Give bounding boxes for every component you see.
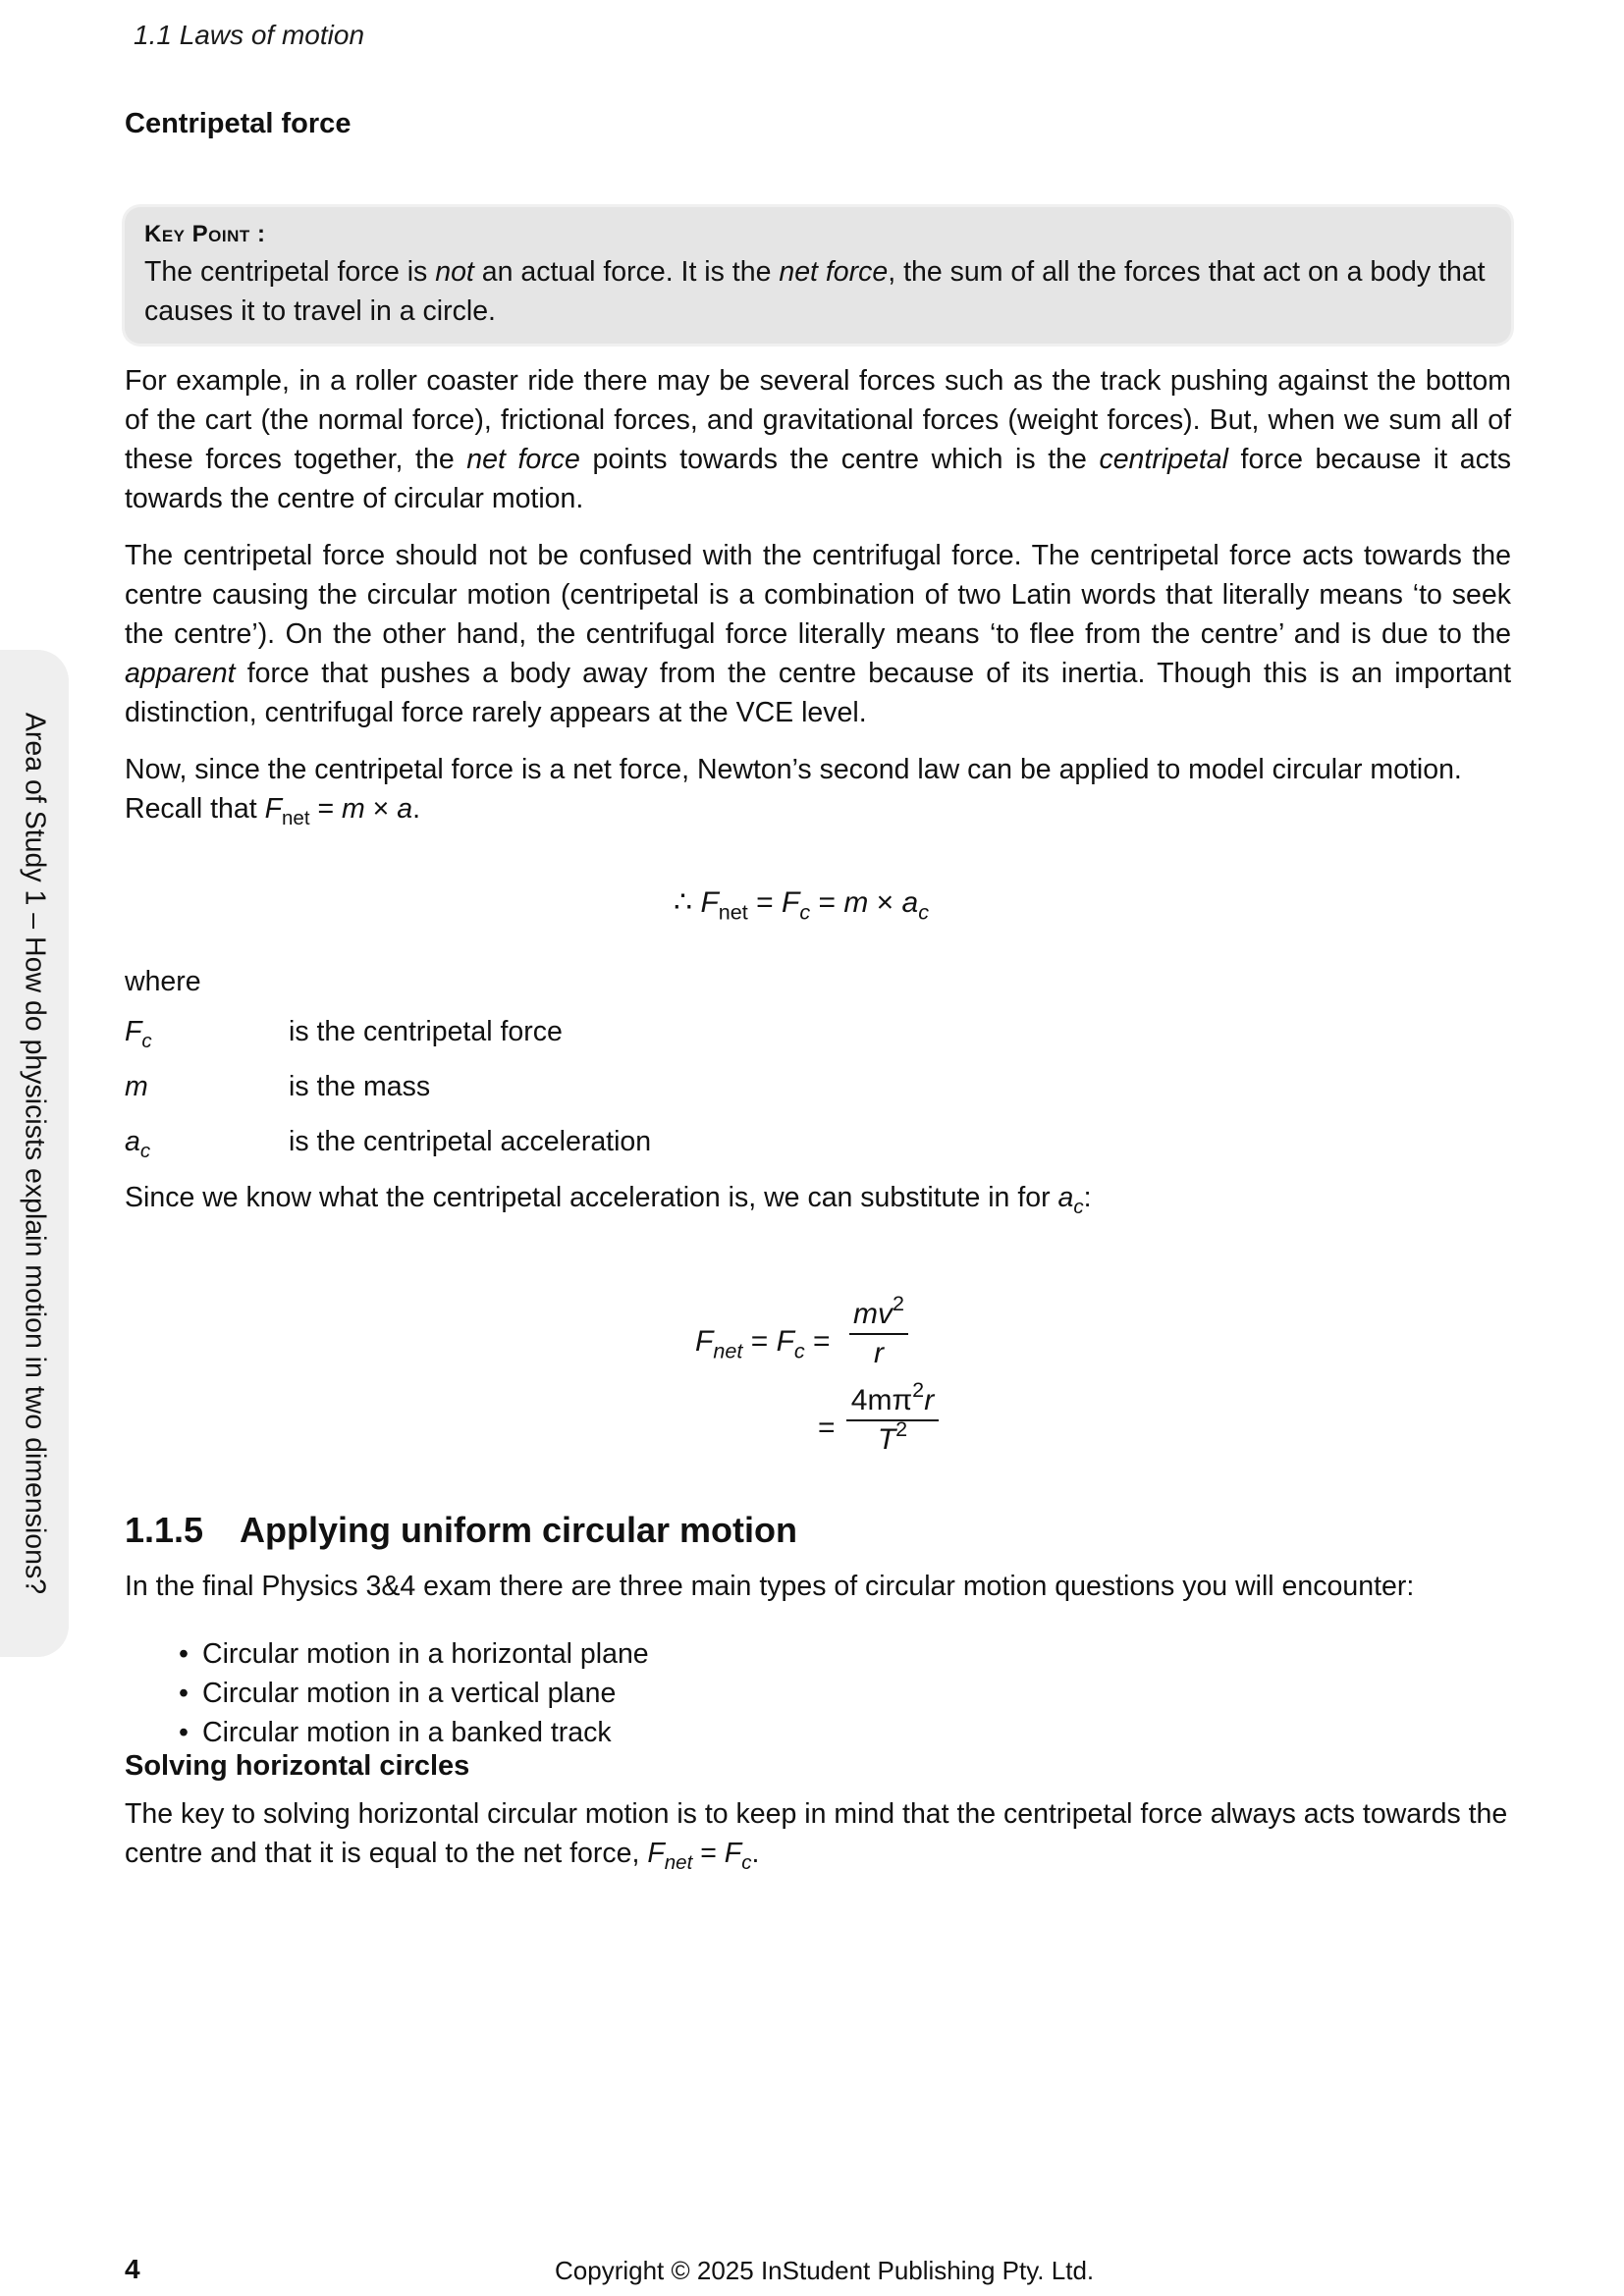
text-run: , the sum of all the forces that act on a body that causes it to travel in a circle. bbox=[144, 256, 1486, 327]
definition-text: is the centripetal acceleration bbox=[289, 1126, 652, 1157]
emphasis: apparent bbox=[125, 658, 236, 689]
page-number: 4 bbox=[125, 2254, 140, 2284]
subscript-c: c bbox=[918, 899, 930, 925]
denominator bbox=[846, 1416, 939, 1457]
subscript: c bbox=[139, 1140, 151, 1163]
text-run: The centripetal force should not be confused with the centrifugal force. The centripetal force acts towards the centre causing the circular motion (centripetal is a combination of two Latin words that literally means ‘to seek the centre’). On the other hand, the centrifugal force literally means ‘to flee from the centre’ and is due to the bbox=[125, 540, 1511, 650]
var-F: F bbox=[782, 886, 800, 919]
var-a: a bbox=[901, 886, 919, 919]
text-run: points towards the centre which is the bbox=[579, 444, 1100, 475]
list-item bbox=[175, 1674, 649, 1713]
where-label: where bbox=[125, 966, 201, 997]
var-F: F bbox=[647, 1838, 665, 1869]
subscript-c: c bbox=[799, 899, 811, 925]
text-run: an actual force. It is the bbox=[473, 256, 780, 288]
paragraph-centrifugal bbox=[125, 536, 1511, 732]
paragraph-newton bbox=[125, 750, 1511, 828]
paragraph-horizontal-key bbox=[125, 1794, 1511, 1873]
var-m: m bbox=[843, 886, 869, 919]
list-item bbox=[175, 1634, 649, 1674]
list-item-text: Circular motion in a banked track bbox=[202, 1717, 612, 1748]
list-item-text: Circular motion in a horizontal plane bbox=[202, 1638, 649, 1670]
subsection-title: Centripetal force bbox=[125, 108, 352, 139]
definition-symbol bbox=[125, 1016, 152, 1053]
var-F: F bbox=[700, 886, 719, 919]
definition-text: is the centripetal force bbox=[289, 1016, 563, 1047]
denominator: r bbox=[874, 1337, 884, 1369]
definition-text: is the mass bbox=[289, 1071, 431, 1102]
list-item-text: Circular motion in a vertical plane bbox=[202, 1678, 617, 1709]
key-point-label: Key Point : bbox=[144, 221, 266, 247]
question-types-list bbox=[175, 1634, 649, 1752]
equation-lhs bbox=[695, 1325, 831, 1363]
emphasis: centripetal bbox=[1099, 444, 1228, 475]
fraction-bar bbox=[846, 1419, 939, 1421]
var-m: m bbox=[342, 793, 365, 825]
num-tail: r bbox=[924, 1384, 935, 1416]
times: × bbox=[868, 886, 902, 919]
var-F: F bbox=[695, 1325, 714, 1358]
var-a: a bbox=[1057, 1182, 1074, 1213]
fraction-bar bbox=[849, 1333, 908, 1335]
var-F: F bbox=[776, 1325, 794, 1358]
numerator bbox=[849, 1291, 908, 1331]
var: a bbox=[125, 1126, 140, 1157]
num-main: 4mπ bbox=[850, 1384, 913, 1416]
exponent: 2 bbox=[895, 1416, 908, 1442]
text-run: × bbox=[364, 793, 398, 825]
emphasis: net force bbox=[466, 444, 580, 475]
var-a: a bbox=[397, 793, 413, 825]
text-run: For example, in a roller coaster ride there may be several forces such as the track pushing against the bottom of the cart (the normal force), frictional forces, and gravitational forces (weight forces). But, when we sum all of these forces together, the bbox=[125, 365, 1511, 475]
side-tab-label: Area of Study 1 – How do physicists explain motion in two dimensions? bbox=[19, 712, 51, 1595]
subheading-horizontal-circles: Solving horizontal circles bbox=[125, 1750, 470, 1782]
emphasis: not bbox=[435, 256, 474, 288]
emphasis: net force bbox=[779, 256, 889, 288]
section-heading bbox=[125, 1510, 797, 1551]
text-run: Since we know what the centripetal acceleration is, we can substitute in for bbox=[125, 1182, 1058, 1213]
equals: = bbox=[804, 1325, 831, 1358]
subscript-c: c bbox=[741, 1851, 752, 1875]
text-run: force because it acts towards the centre of circular motion. bbox=[125, 444, 1511, 514]
equation-net-force bbox=[674, 883, 929, 923]
paragraph-exam-types: In the final Physics 3&4 exam there are three main types of circular motion questions you will encounter: bbox=[125, 1571, 1415, 1602]
text-run: : bbox=[1083, 1182, 1092, 1213]
key-point-text bbox=[144, 252, 1499, 331]
den-main: T bbox=[877, 1423, 896, 1456]
fraction-mv2-over-r bbox=[849, 1291, 908, 1370]
equation-centripetal-force bbox=[687, 1291, 982, 1463]
subscript-net: net bbox=[713, 1338, 743, 1363]
key-point-box bbox=[125, 207, 1511, 344]
var-F: F bbox=[724, 1838, 742, 1869]
bullet-icon: • bbox=[179, 1638, 189, 1670]
num-main: mv bbox=[852, 1298, 893, 1330]
exponent: 2 bbox=[912, 1377, 925, 1403]
text-run: = bbox=[309, 793, 343, 825]
copyright-notice: Copyright © 2025 InStudent Publishing Pty. Ltd. bbox=[555, 2256, 1095, 2285]
text-run: Now, since the centripetal force is a net force, Newton’s second law can be applied to model circular motion. Recall that bbox=[125, 754, 1462, 825]
equals: = bbox=[742, 1325, 777, 1358]
var: F bbox=[125, 1016, 142, 1047]
text-run: . bbox=[412, 793, 421, 825]
exponent: 2 bbox=[892, 1291, 904, 1316]
definition-symbol bbox=[125, 1126, 151, 1163]
text-run: . bbox=[751, 1838, 760, 1869]
numerator bbox=[846, 1377, 939, 1417]
equals: = bbox=[747, 886, 782, 919]
definition-row bbox=[125, 1016, 1008, 1055]
subscript-c: c bbox=[793, 1338, 805, 1363]
var-F: F bbox=[264, 793, 282, 825]
text-run: The centripetal force is bbox=[144, 256, 436, 288]
section-number: 1.1.5 bbox=[125, 1510, 204, 1550]
paragraph-substitute bbox=[125, 1178, 1511, 1217]
running-head: 1.1 Laws of motion bbox=[134, 20, 365, 50]
subscript: c bbox=[141, 1030, 152, 1053]
definition-row bbox=[125, 1071, 1008, 1110]
fraction-4mpi2r-over-T2 bbox=[846, 1377, 939, 1457]
bullet-icon: • bbox=[179, 1678, 189, 1709]
list-item bbox=[175, 1713, 649, 1752]
subscript-c: c bbox=[1073, 1196, 1084, 1219]
text-run: The key to solving horizontal circular motion is to keep in mind that the centripetal force always acts towards the centre and that it is equal to the net force, bbox=[125, 1798, 1508, 1869]
side-tab bbox=[0, 650, 69, 1657]
therefore-symbol: ∴ bbox=[674, 886, 693, 919]
var: m bbox=[125, 1071, 148, 1102]
equals: = bbox=[810, 886, 844, 919]
bullet-icon: • bbox=[179, 1717, 189, 1748]
definition-row bbox=[125, 1126, 1008, 1165]
subscript-net: net bbox=[664, 1851, 693, 1875]
subscript-net: net bbox=[282, 807, 310, 830]
text-run: force that pushes a body away from the centre because of its inertia. Though this is an important distinction, centrifugal force rarely appears at the VCE level. bbox=[125, 658, 1511, 728]
section-title: Applying uniform circular motion bbox=[240, 1510, 798, 1550]
subscript-net: net bbox=[718, 899, 748, 925]
equals: = bbox=[692, 1838, 725, 1869]
equals: = bbox=[818, 1412, 836, 1444]
paragraph-roller-coaster bbox=[125, 361, 1511, 518]
definition-symbol bbox=[125, 1071, 148, 1103]
